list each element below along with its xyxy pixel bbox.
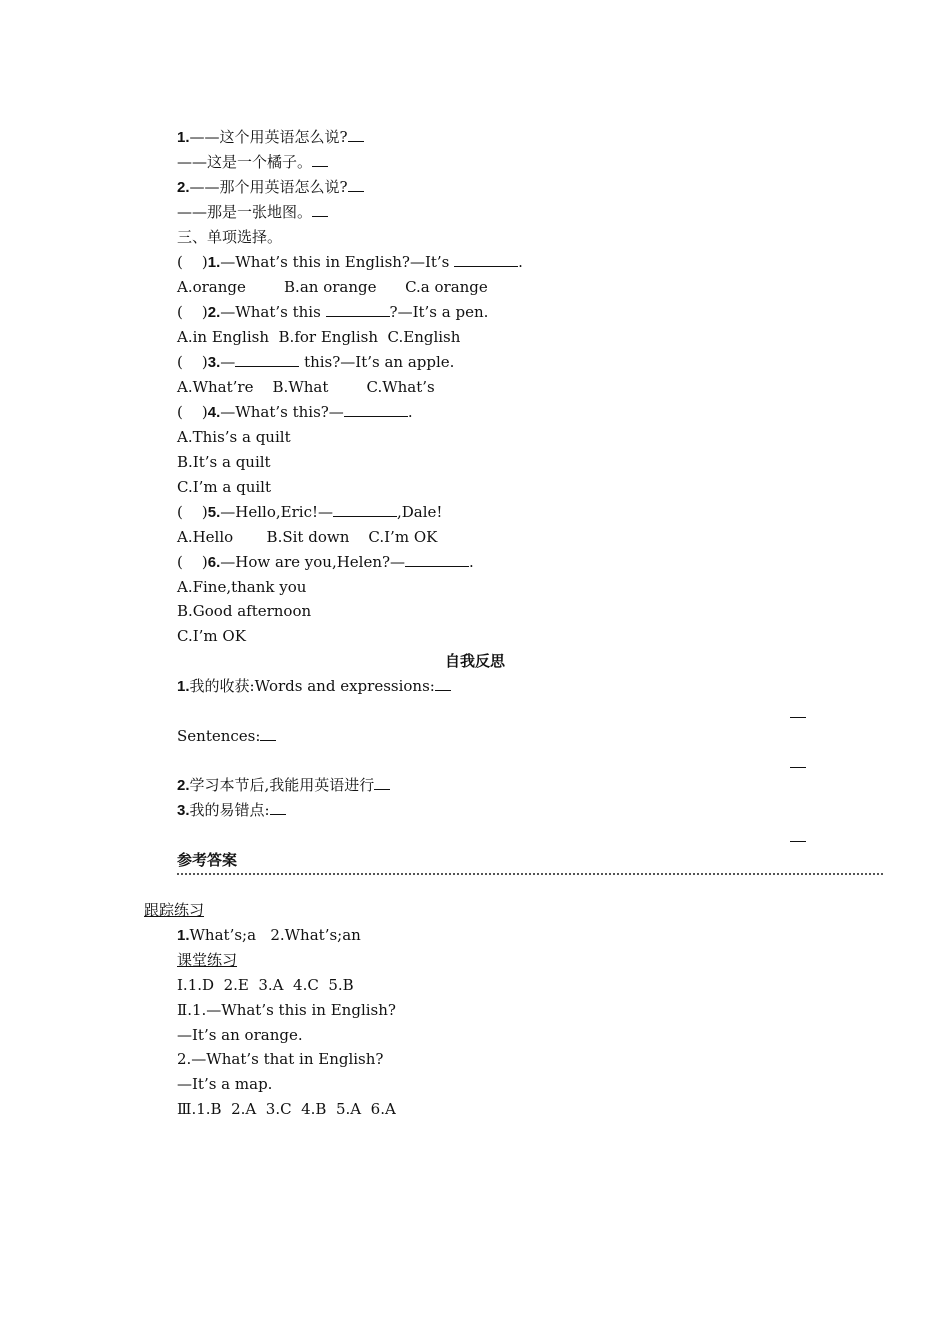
answer-paren[interactable]: ( ) — [177, 553, 208, 571]
answer-part-2-c: 2.—What’s that in English? — [177, 1050, 384, 1068]
s2-q1-response: ——这是一个橘子。 — [177, 153, 313, 171]
answer-blank[interactable] — [344, 402, 408, 417]
mc-q1-stem: —What’s this in English?—It’s — [220, 253, 450, 271]
answer-blank[interactable] — [405, 552, 469, 567]
reflection-1-number: 1. — [177, 678, 190, 695]
answer-part-3: Ⅲ.1.B 2.A 3.C 4.B 5.A 6.A — [177, 1100, 396, 1118]
track-practice-title: 跟踪练习 — [144, 901, 205, 919]
answer-part-2-b: —It’s an orange. — [177, 1026, 303, 1044]
reflection-3 — [177, 800, 286, 821]
mc-q4-option-c: C.I’m a quilt — [177, 478, 271, 496]
mc-q6-end: . — [469, 553, 474, 571]
s2-q1-number: 1. — [177, 129, 190, 146]
section3-title: 三、单项选择。 — [177, 228, 283, 246]
line-end-mark — [790, 717, 806, 718]
track-practice-answers — [177, 925, 361, 946]
mc-q5-number: 5. — [207, 504, 221, 521]
s2-q1-line-a — [177, 127, 364, 148]
answer-paren[interactable]: ( ) — [177, 303, 208, 321]
s2-q2-prompt: ——那个用英语怎么说? — [189, 178, 348, 196]
answer-paren[interactable]: ( ) — [177, 503, 208, 521]
reflection-sentences — [177, 726, 276, 746]
mc-q1-options: A.orange B.an orange C.a orange — [177, 278, 488, 296]
line-end-mark — [790, 767, 806, 768]
mc-q4-option-a: A.This’s a quilt — [177, 428, 291, 446]
answer-blank[interactable] — [435, 676, 451, 691]
s2-q2-number: 2. — [177, 179, 190, 196]
mc-q4-stem: —What’s this?— — [220, 403, 344, 421]
mc-q4-number: 4. — [207, 404, 221, 421]
mc-q4-end: . — [407, 403, 413, 421]
reflection-2-text: 学习本节后,我能用英语进行 — [189, 776, 375, 794]
dotted-divider — [177, 873, 883, 875]
mc-q6-option-c: C.I’m OK — [177, 627, 246, 645]
s2-q2-line-b — [177, 202, 328, 222]
mc-q2 — [177, 302, 488, 323]
mc-q6-option-b: B.Good afternoon — [177, 602, 312, 620]
mc-q3 — [177, 352, 454, 373]
answer-blank[interactable] — [374, 775, 390, 790]
answer-blank[interactable] — [312, 152, 328, 167]
mc-q3-number: 3. — [207, 354, 221, 371]
s2-q2-response: ——那是一张地图。 — [177, 203, 313, 221]
mc-q4 — [177, 402, 413, 423]
reflection-2 — [177, 775, 390, 796]
answer-part-2-a: Ⅱ.1.—What’s this in English? — [177, 1001, 396, 1019]
reflection-2-number: 2. — [177, 777, 190, 794]
answer-blank[interactable] — [260, 726, 276, 741]
answer-paren[interactable]: ( ) — [177, 253, 208, 271]
answer-part-1: Ⅰ.1.D 2.E 3.A 4.C 5.B — [177, 976, 354, 994]
mc-q6-stem: —How are you,Helen?— — [220, 553, 406, 571]
reflection-1-text: 我的收获:Words and expressions: — [189, 677, 435, 695]
track-number: 1. — [177, 927, 190, 944]
mc-q4-option-b: B.It’s a quilt — [177, 453, 271, 471]
answer-paren[interactable]: ( ) — [177, 353, 208, 371]
mc-q5-end: ,Dale! — [397, 503, 443, 521]
line-end-mark — [790, 841, 806, 842]
mc-q6 — [177, 552, 474, 573]
reflection-title: 自我反思 — [444, 652, 505, 670]
mc-q5-options: A.Hello B.Sit down C.I’m OK — [177, 528, 438, 546]
answer-blank[interactable] — [348, 127, 364, 142]
answer-blank[interactable] — [270, 800, 286, 815]
sentences-label: Sentences: — [177, 727, 261, 745]
reflection-1 — [177, 676, 451, 697]
mc-q2-end: ?—It’s a pen. — [389, 303, 489, 321]
answer-blank[interactable] — [454, 252, 518, 267]
reflection-3-text: 我的易错点: — [189, 801, 270, 819]
mc-q2-number: 2. — [207, 304, 221, 321]
answer-blank[interactable] — [348, 177, 364, 192]
mc-q6-number: 6. — [207, 554, 221, 571]
answer-paren[interactable]: ( ) — [177, 403, 208, 421]
answer-blank[interactable] — [235, 352, 299, 367]
mc-q3-end: this?—It’s an apple. — [299, 353, 455, 371]
s2-q1-prompt: ——这个用英语怎么说? — [189, 128, 348, 146]
mc-q6-option-a: A.Fine,thank you — [177, 578, 307, 596]
mc-q5-stem: —Hello,Eric!— — [220, 503, 333, 521]
answers-title: 参考答案 — [177, 851, 238, 869]
mc-q1-end: . — [518, 253, 523, 271]
mc-q5 — [177, 502, 442, 523]
answer-blank[interactable] — [333, 502, 397, 517]
mc-q2-stem: —What’s this — [220, 303, 321, 321]
mc-q1 — [177, 252, 523, 273]
reflection-3-number: 3. — [177, 802, 190, 819]
mc-q3-options: A.What’re B.What C.What’s — [177, 378, 435, 396]
s2-q2-line-a — [177, 177, 364, 198]
answer-blank[interactable] — [326, 302, 390, 317]
mc-q2-options: A.in English B.for English C.English — [177, 328, 461, 346]
answer-blank[interactable] — [312, 202, 328, 217]
mc-q1-number: 1. — [207, 254, 221, 271]
class-practice-title: 课堂练习 — [177, 951, 238, 969]
track-answer-text: What’s;a 2.What’s;an — [189, 926, 361, 944]
s2-q1-line-b — [177, 152, 328, 172]
mc-q3-stem: — — [220, 353, 236, 371]
answer-part-2-d: —It’s a map. — [177, 1075, 273, 1093]
